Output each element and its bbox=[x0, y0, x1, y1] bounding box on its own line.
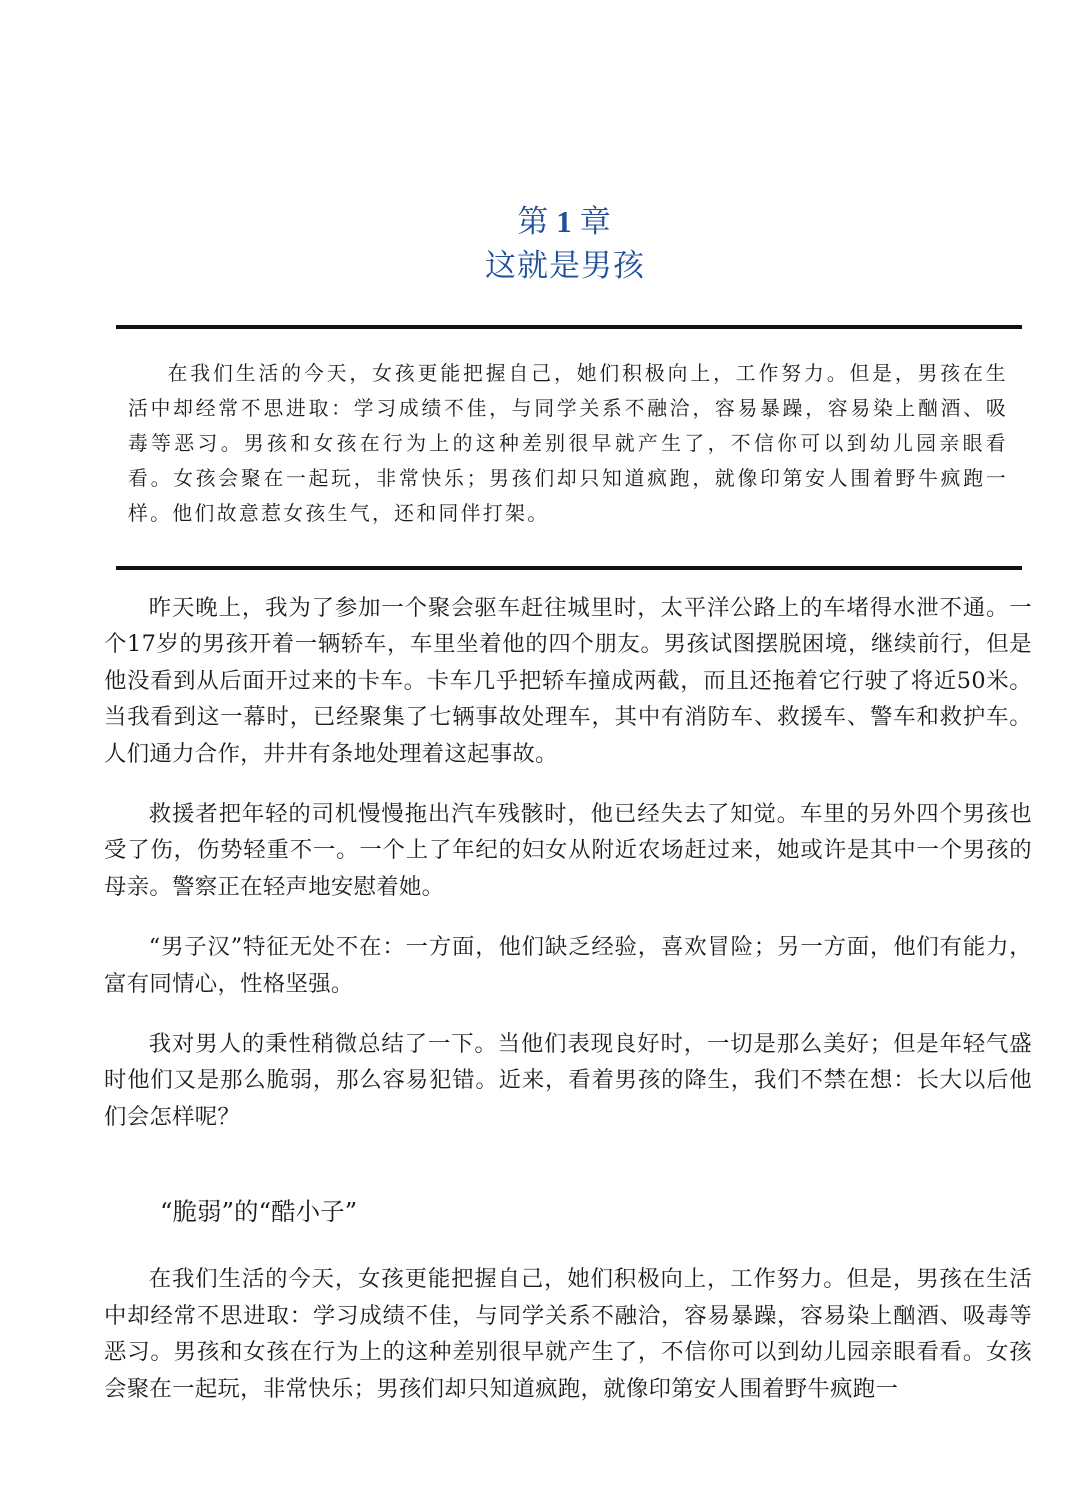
body-paragraph: 救援者把年轻的司机慢慢拖出汽车残骸时，他已经失去了知觉。车里的另外四个男孩也受了伤，伤势轻重不一。一个上了年纪的妇女从附近农场赶过来，她或许是其中一个男孩的母亲。警察正在轻声地安慰着她。 bbox=[104, 801, 1032, 900]
section-paragraph: 在我们生活的今天，女孩更能把握自己，她们积极向上，工作努力。但是，男孩在生活中却经常不思进取：学习成绩不佳，与同学关系不融洽，容易暴躁，容易染上酗酒、吸毒等恶习。男孩和女孩在行为上的这种差别很早就产生了，不信你可以到幼儿园亲眼看看。女孩会聚在一起玩，非常快乐；男孩们却只知道疯跑，就像印第安人围着野牛疯跑一 bbox=[104, 1266, 1032, 1402]
chapter-title: 这就是男孩 bbox=[485, 248, 645, 284]
abstract-bottom-rule bbox=[116, 566, 1022, 570]
chapter-prefix: 第 bbox=[517, 204, 551, 240]
abstract-top-rule bbox=[116, 325, 1022, 329]
chapter-body bbox=[104, 590, 1032, 1431]
body-paragraph: 我对男人的秉性稍微总结了一下。当他们表现良好时，一切是那么美好；但是年轻气盛时他们又是那么脆弱，那么容易犯错。近来，看着男孩的降生，我们不禁在想：长大以后他们会怎样呢？ bbox=[104, 1031, 1032, 1130]
body-paragraph: “男子汉”特征无处不在：一方面，他们缺乏经验，喜欢冒险；另一方面，他们有能力，富有同情心，性格坚强。 bbox=[104, 934, 1032, 997]
chapter-number: 1 bbox=[556, 204, 574, 239]
chapter-header bbox=[0, 200, 1078, 288]
body-paragraph: 昨天晚上，我为了参加一个聚会驱车赶往城里时，太平洋公路上的车堵得水泄不通。一个17岁的男孩开着一辆轿车，车里坐着他的四个朋友。男孩试图摆脱困境，继续前行，但是他没看到从后面开过来的卡车。卡车几乎把轿车撞成两截，而且还拖着它行驶了将近50米。当我看到这一幕时，已经聚集了七辆事故处理车，其中有消防车、救援车、警车和救护车。人们通力合作，井井有条地处理着这起事故。 bbox=[104, 595, 1032, 767]
chapter-number-line bbox=[52, 200, 1078, 244]
section-heading: “脆弱”的“酷小子” bbox=[160, 1197, 358, 1227]
chapter-abstract: 在我们生活的今天，女孩更能把握自己，她们积极向上，工作努力。但是，男孩在生活中却经常不思进取：学习成绩不佳，与同学关系不融洽，容易暴躁，容易染上酗酒、吸毒等恶习。男孩和女孩在行为上的这种差别很早就产生了，不信你可以到幼儿园亲眼看看。女孩会聚在一起玩，非常快乐；男孩们却只知道疯跑，就像印第安人围着野牛疯跑一样。他们故意惹女孩生气，还和同伴打架。 bbox=[128, 362, 1008, 525]
chapter-suffix: 章 bbox=[579, 204, 613, 240]
